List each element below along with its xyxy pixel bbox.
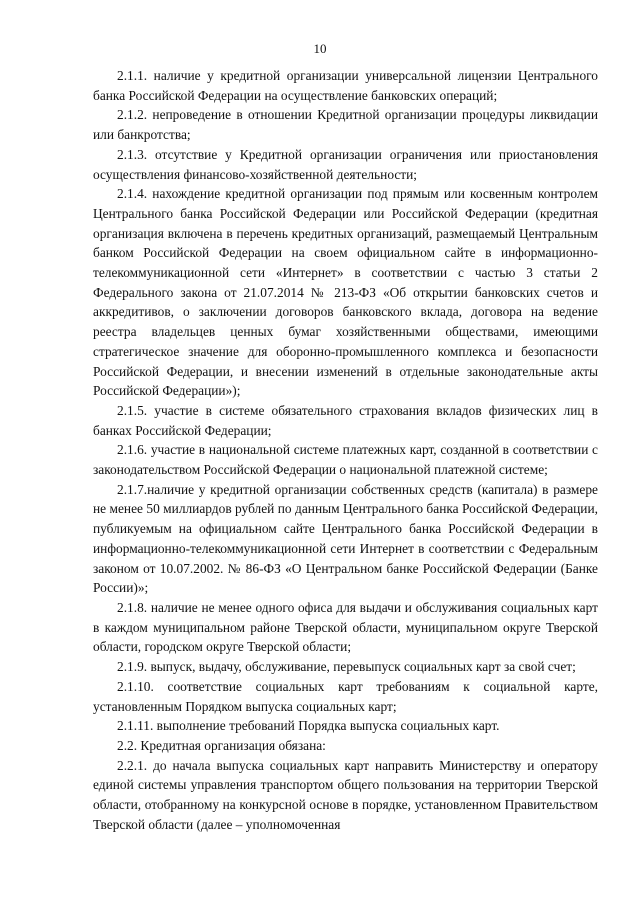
paragraph-2-1-4: 2.1.4. нахождение кредитной организации под прямым или косвенным контролем Центрального банка Российской Федерации или Российской Федерации (кредитная организация включена в перечень кредитных организаций, размещаемый Центральным банком Российской Федерации на своем официальном сайте в информационно-телекоммуникационной сети «Интернет» в соответствии с частью 3 статьи 2 Федерального закона от 21.07.2014 № 213-ФЗ «Об открытии банковских счетов и аккредитивов, о заключении договоров банковского вклада, договора на ведение реестра владельцев ценных бумаг хозяйственными обществами, имеющими стратегическое значение для оборонно-промышленного комплекса и безопасности Российской Федерации, и внесении изменений в отдельные законодательные акты Российской Федерации»); xyxy=(93,186,598,399)
paragraph-2-2: 2.2. Кредитная организация обязана: xyxy=(117,737,326,753)
paragraph-2-1-5: 2.1.5. участие в системе обязательного страхования вкладов физических лиц в банках Российской Федерации; xyxy=(93,402,598,438)
paragraph-2-1-1: 2.1.1. наличие у кредитной организации универсальной лицензии Центрального банка Российской Федерации на осуществление банковских операций; xyxy=(93,68,598,103)
paragraph-2-1-11: 2.1.11. выполнение требований Порядка выпуска социальных карт. xyxy=(117,718,500,734)
paragraph-2-2-1: 2.2.1. до начала выпуска социальных карт направить Министерству и оператору единой системы управления транспортом общего пользования на территории Тверской области, отобранному на конкурсной основе в порядке, установленном Правительством Тверской области (далее – уполномоченная xyxy=(93,757,598,832)
paragraph-2-1-2: 2.1.2. непроведение в отношении Кредитной организации процедуры ликвидации или банкротства; xyxy=(93,107,598,143)
document-body xyxy=(93,66,598,834)
paragraph-2-1-6: 2.1.6. участие в национальной системе платежных карт, созданной в соответствии с законодательством Российской Федерации о национальной платежной системе; xyxy=(93,442,598,478)
paragraph-2-1-8: 2.1.8. наличие не менее одного офиса для выдачи и обслуживания социальных карт в каждом муниципальном районе Тверской области, муниципальном округе Тверской области, городском округе Тверской области; xyxy=(93,599,598,655)
paragraph-2-1-3: 2.1.3. отсутствие у Кредитной организации ограничения или приостановления осуществления финансово-хозяйственной деятельности; xyxy=(93,146,598,182)
page-number: 10 xyxy=(313,41,327,56)
paragraph-2-1-7: 2.1.7.наличие у кредитной организации собственных средств (капитала) в размере не менее 50 миллиардов рублей по данным Центрального банка Российской Федерации, публикуемым на официальном сайте Центрального банка Российской Федерации в информационно-телекоммуникационной сети Интернет в соответствии с Федеральным законом от 10.07.2002. № 86-ФЗ «О Центральном банке Российской Федерации (Банке России)»; xyxy=(93,481,598,596)
paragraph-2-1-10: 2.1.10. соответствие социальных карт требованиям к социальной карте, установленным Порядком выпуска социальных карт; xyxy=(93,678,598,714)
paragraph-2-1-9: 2.1.9. выпуск, выдачу, обслуживание, перевыпуск социальных карт за свой счет; xyxy=(117,659,576,675)
